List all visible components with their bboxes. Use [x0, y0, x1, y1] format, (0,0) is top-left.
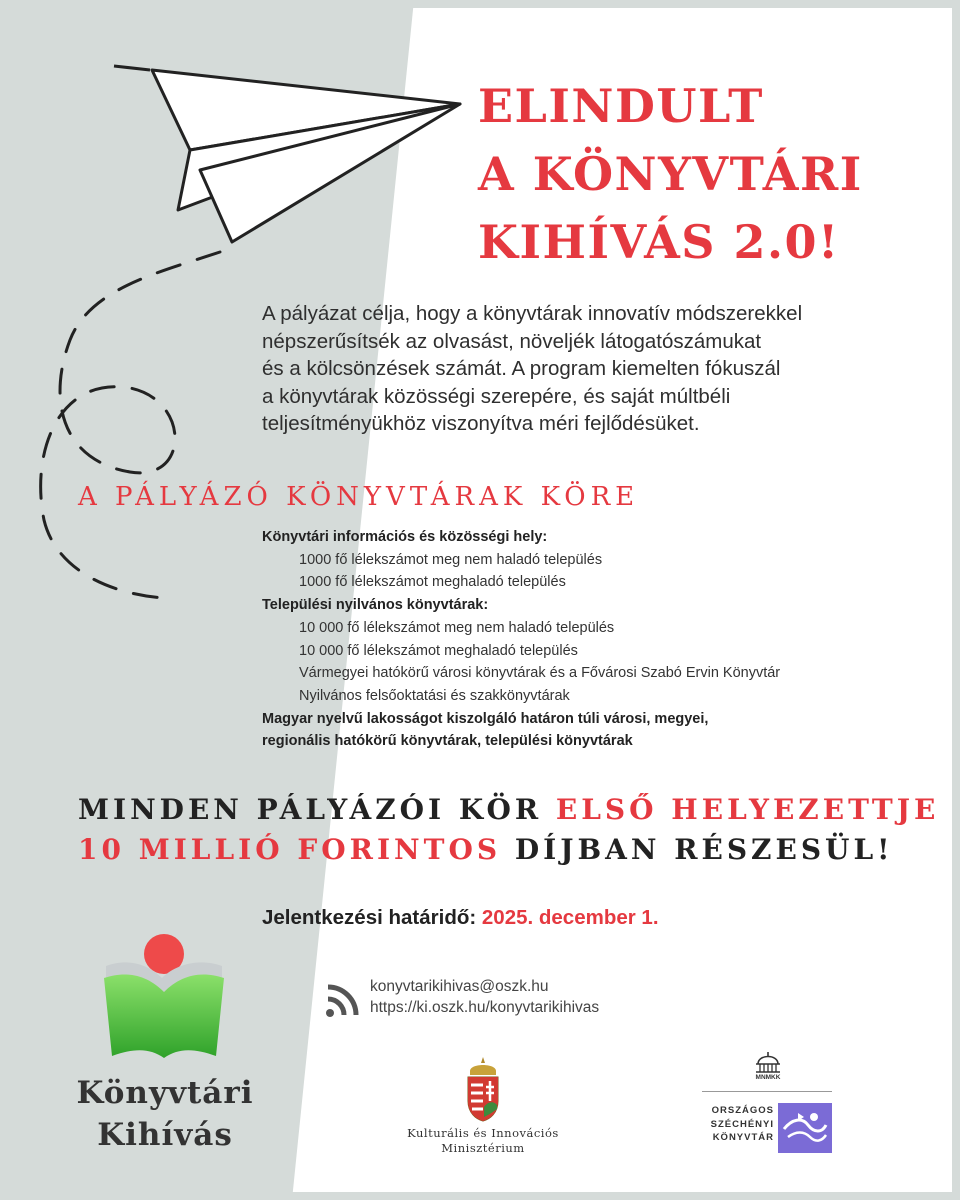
category-heading: Települési nyilvános könyvtárak: [262, 597, 489, 614]
prize-text: MINDEN PÁLYÁZÓI KÖR [78, 793, 556, 826]
category-list [262, 526, 922, 753]
section-title: A PÁLYÁZÓ KÖNYVTÁRAK KÖRE [78, 482, 640, 512]
category-item: Vármegyei hatókörű városi könyvtárak és a Fővárosi Szabó Ervin Könyvtár [299, 665, 781, 682]
prize-announcement [78, 790, 939, 870]
headline-line: ELINDULT [478, 79, 764, 133]
category-heading: regionális hatókörű könyvtárak, települési könyvtárak [262, 733, 633, 750]
contact-email[interactable]: konyvtarikihivas@oszk.hu [370, 978, 549, 995]
intro-paragraph [262, 300, 912, 438]
oszk-line: ORSZÁGOS [711, 1105, 774, 1116]
deadline-date: 2025. december 1. [481, 906, 659, 929]
prize-text: DÍJBAN RÉSZESÜL! [501, 833, 894, 866]
category-heading: Könyvtári információs és közösségi hely: [262, 529, 548, 545]
brand-name [50, 1072, 280, 1156]
building-dome-icon [752, 1050, 784, 1076]
headline-line: A KÖNYVTÁRI [478, 147, 863, 201]
oszk-line: SZÉCHÉNYI [710, 1118, 774, 1130]
brand-line: Könyvtári [76, 1075, 254, 1111]
category-item: 10 000 fő lélekszámot meg nem haladó település [299, 619, 615, 636]
prize-highlight: 10 MILLIÓ FORINTOS [78, 833, 502, 866]
mnmkk-label: MNMKK [755, 1074, 781, 1081]
intro-line: népszerűsítsék az olvasást, növeljék látogatószámukat [262, 329, 762, 353]
contact-url[interactable]: https://ki.oszk.hu/konyvtarikihivas [370, 999, 600, 1016]
ministry-name [378, 1126, 588, 1156]
oszk-line: KÖNYVTÁR [712, 1132, 774, 1143]
category-item: 1000 fő lélekszámot meg nem haladó település [299, 551, 603, 568]
hungarian-crest-icon [462, 1057, 504, 1123]
oszk-name [702, 1104, 774, 1145]
intro-line: A pályázat célja, hogy a könyvtárak innovatív módszerekkel [262, 302, 803, 325]
open-book-sun-icon [98, 930, 230, 1060]
ministry-line: Minisztérium [441, 1141, 525, 1155]
prize-highlight: ELSŐ HELYEZETTJE [555, 793, 940, 826]
contact-info [370, 976, 599, 1018]
ministry-line: Kulturális és Innovációs [407, 1126, 559, 1140]
brand-line: Kihívás [97, 1117, 233, 1153]
headline [478, 72, 863, 276]
deadline [262, 906, 659, 930]
oszk-logo-icon [778, 1103, 832, 1153]
category-item: Nyilvános felsőoktatási és szakkönyvtárak [299, 687, 570, 704]
category-item: 10 000 fő lélekszámot meghaladó település [299, 642, 578, 659]
deadline-label: Jelentkezési határidő: [262, 906, 482, 929]
wifi-signal-icon [324, 983, 360, 1019]
category-heading: Magyar nyelvű lakosságot kiszolgáló határon túli városi, megyei, [262, 710, 709, 727]
intro-line: és a kölcsönzések számát. A program kiemelten fókuszál [262, 357, 781, 380]
intro-line: teljesítményükhöz viszonyítva méri fejlődésüket. [262, 412, 700, 435]
divider [702, 1091, 832, 1092]
intro-line: a könyvtárak közösségi szerepére, és saját múltbéli [262, 384, 731, 408]
headline-line: KIHÍVÁS 2.0! [478, 215, 840, 269]
category-item: 1000 fő lélekszámot meghaladó település [299, 574, 566, 591]
